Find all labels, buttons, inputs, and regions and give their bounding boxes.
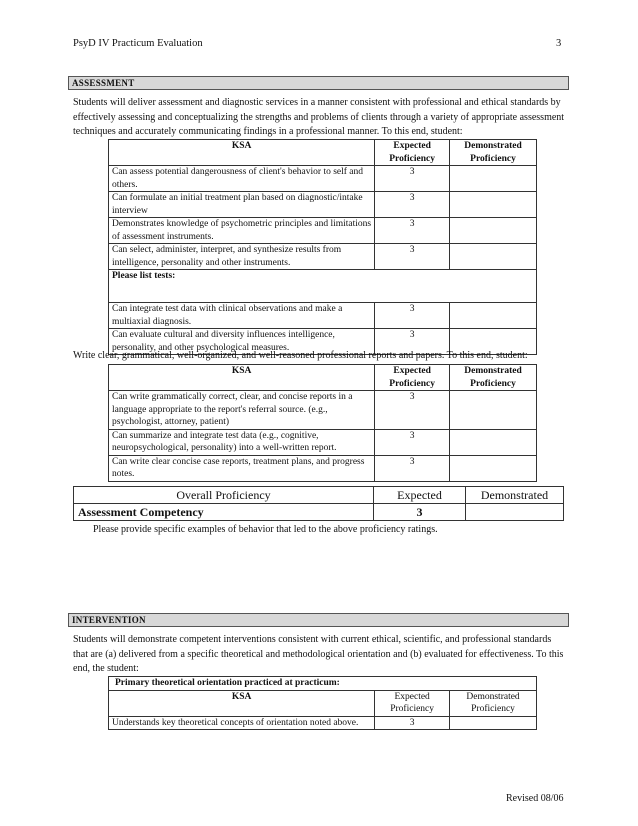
assessment-ksa-table-2	[108, 364, 537, 482]
overall-expected-header: Expected	[374, 487, 466, 504]
table-row	[109, 303, 537, 329]
ksa-cell: Can write clear concise case reports, treatment plans, and progress notes.	[109, 455, 375, 481]
expected-cell: 3	[375, 303, 450, 329]
expected-cell: 3	[375, 244, 450, 270]
demonstrated-column-header: Demonstrated Proficiency	[450, 690, 537, 716]
table-row	[109, 455, 537, 481]
table-row	[109, 192, 537, 218]
ksa-cell: Can summarize and integrate test data (e.g., cognitive, neuropsychological, personality) into a well-written report.	[109, 429, 375, 455]
ksa-cell: Can select, administer, interpret, and synthesize results from intelligence, personality and other instruments.	[109, 244, 375, 270]
ksa-cell: Understands key theoretical concepts of orientation noted above.	[109, 716, 375, 730]
table-row	[109, 244, 537, 270]
expected-cell: 3	[375, 192, 450, 218]
demonstrated-column-header: Demonstrated Proficiency	[450, 140, 537, 166]
table-row	[109, 166, 537, 192]
ksa-cell: Can evaluate cultural and diversity influences intelligence, personality, and other psychological measures.	[109, 329, 375, 355]
ksa-cell: Can write grammatically correct, clear, and concise reports in a language appropriate to the report's referral source. (e.g., psychologist, attorney, patient)	[109, 391, 375, 430]
expected-cell: 3	[375, 166, 450, 192]
expected-cell: 3	[375, 429, 450, 455]
ksa-cell: Can formulate an initial treatment plan based on diagnostic/intake interview	[109, 192, 375, 218]
revision-date: Revised 08/06	[506, 793, 564, 804]
table-header-row	[109, 365, 537, 391]
overall-header-row	[74, 487, 564, 504]
assessment-ksa-table-1	[108, 139, 537, 355]
tests-list-field[interactable]: Please list tests:	[109, 270, 537, 303]
page-header-title: PsyD IV Practicum Evaluation	[73, 38, 203, 49]
expected-cell: 3	[375, 391, 450, 430]
demonstrated-input-cell[interactable]	[450, 244, 537, 270]
assessment-section-header: ASSESSMENT	[68, 76, 569, 90]
ksa-column-header: KSA	[109, 140, 375, 166]
examples-note: Please provide specific examples of behavior that led to the above proficiency ratings.	[93, 524, 438, 535]
tests-list-row	[109, 270, 537, 303]
demonstrated-column-header: Demonstrated Proficiency	[450, 365, 537, 391]
write-reports-intro: Write clear, grammatical, well-organized, and well-reasoned professional reports and papers. To this end, student:	[73, 350, 528, 361]
expected-column-header: Expected Proficiency	[375, 365, 450, 391]
demonstrated-input-cell[interactable]	[450, 429, 537, 455]
table-row	[109, 716, 537, 730]
table-header-row	[109, 690, 537, 716]
competency-expected-value: 3	[374, 504, 466, 521]
expected-cell: 3	[375, 218, 450, 244]
table-row	[109, 218, 537, 244]
expected-cell: 3	[375, 455, 450, 481]
demonstrated-input-cell[interactable]	[450, 166, 537, 192]
intervention-ksa-table	[108, 676, 537, 730]
overall-demonstrated-header: Demonstrated	[466, 487, 564, 504]
table-row	[109, 391, 537, 430]
table-header-row	[109, 140, 537, 166]
intervention-intro: Students will demonstrate competent interventions consistent with current ethical, scientific, and professional standards that are (a) delivered from a specific theoretical and methodological orientation and (b) evaluated for effectiveness. To this end, the student:	[73, 634, 564, 674]
ksa-cell: Can integrate test data with clinical observations and make a multiaxial diagnosis.	[109, 303, 375, 329]
ksa-column-header: KSA	[109, 365, 375, 391]
overall-proficiency-table	[73, 486, 564, 521]
demonstrated-input-cell[interactable]	[450, 303, 537, 329]
expected-cell: 3	[375, 329, 450, 355]
demonstrated-input-cell[interactable]	[450, 218, 537, 244]
page-number: 3	[556, 38, 562, 49]
expected-column-header: Expected Proficiency	[375, 140, 450, 166]
expected-column-header: Expected Proficiency	[375, 690, 450, 716]
competency-row	[74, 504, 564, 521]
ksa-cell: Demonstrates knowledge of psychometric principles and limitations of assessment instruments.	[109, 218, 375, 244]
orientation-row	[109, 677, 537, 691]
demonstrated-input-cell[interactable]	[450, 192, 537, 218]
overall-proficiency-heading: Overall Proficiency	[74, 487, 374, 504]
demonstrated-input-cell[interactable]	[450, 716, 537, 730]
intervention-section-header: INTERVENTION	[68, 613, 569, 627]
competency-demonstrated-input[interactable]	[466, 504, 564, 521]
assessment-intro: Students will deliver assessment and diagnostic services in a manner consistent with professional and ethical standards by effectively assessing and conceptualizing the strengths and problems of clients through a variety of appropriate assessment techniques and accurately communicating findings in a professional manner. To this end, student:	[73, 97, 565, 137]
demonstrated-input-cell[interactable]	[450, 391, 537, 430]
demonstrated-input-cell[interactable]	[450, 455, 537, 481]
ksa-column-header: KSA	[109, 690, 375, 716]
competency-label: Assessment Competency	[74, 504, 374, 521]
expected-cell: 3	[375, 716, 450, 730]
orientation-field[interactable]: Primary theoretical orientation practiced at practicum:	[109, 677, 537, 691]
table-row	[109, 429, 537, 455]
ksa-cell: Can assess potential dangerousness of client's behavior to self and others.	[109, 166, 375, 192]
